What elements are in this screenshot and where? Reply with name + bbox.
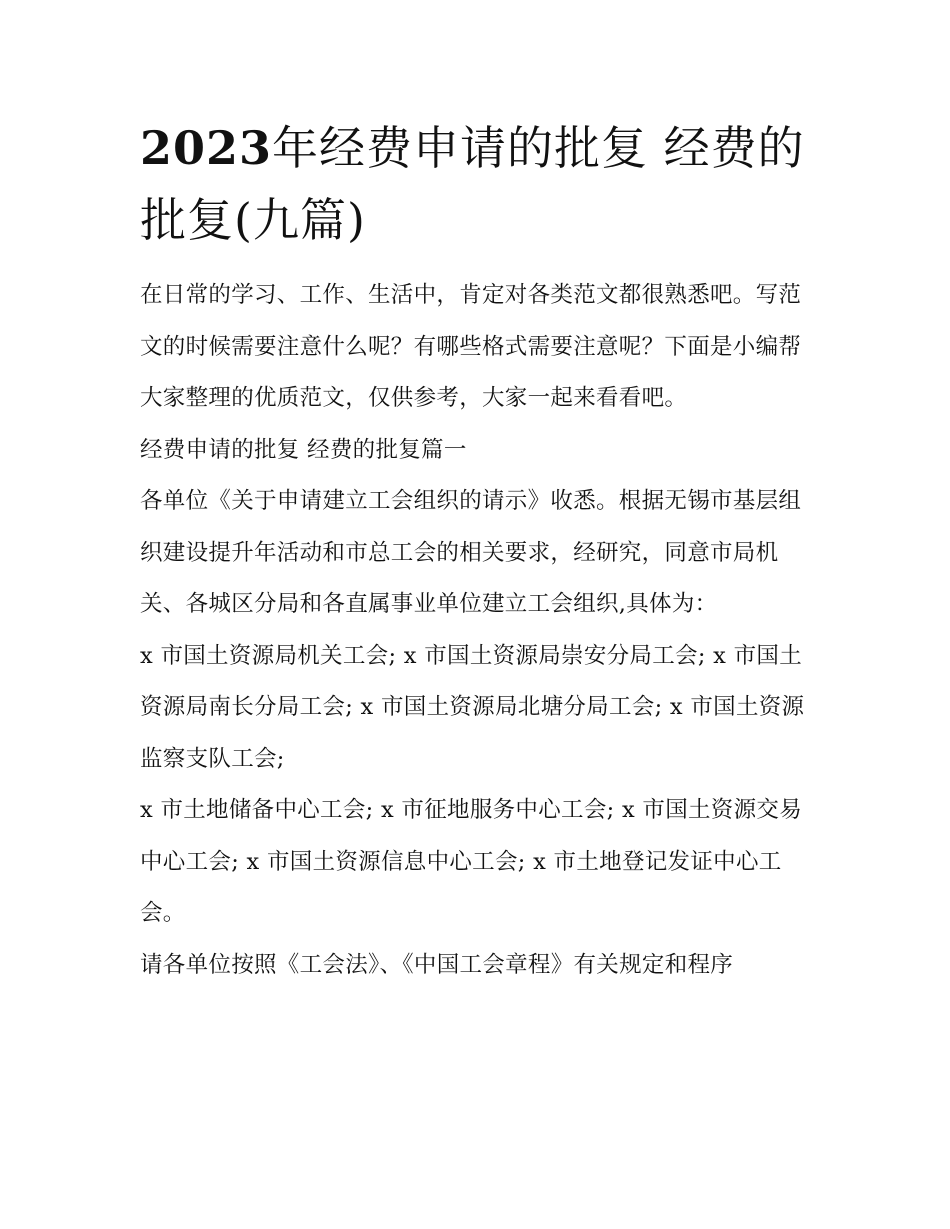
body-paragraph: 请各单位按照《工会法》、《中国工会章程》有关规定和程序 [140, 951, 734, 978]
document-body [140, 270, 820, 991]
union-list-paragraph: x 市国土资源局机关工会; x 市国土资源局崇安分局工会; x 市国土资源局南长分局工会; x 市国土资源局北塘分局工会; x 市国土资源监察支队工会; [140, 642, 805, 772]
title-text: 年经费申请的批复 经费的批复(九篇) [140, 121, 805, 247]
intro-paragraph: 在日常的学习、工作、生活中，肯定对各类范文都很熟悉吧。写范文的时候需要注意什么呢？有哪些格式需要注意呢？下面是小编帮大家整理的优质范文，仅供参考，大家一起来看看吧。 [140, 282, 802, 411]
body-paragraph: 各单位《关于申请建立工会组织的请示》收悉。根据无锡市基层组织建设提升年活动和市总工会的相关要求，经研究，同意市局机关、各城区分局和各直属事业单位建立工会组织,具体为： [140, 488, 802, 617]
title-year: 2023 [140, 121, 273, 175]
document-title [140, 112, 820, 256]
section-heading: 经费申请的批复 经费的批复篇一 [140, 436, 467, 463]
document-content [140, 112, 820, 991]
union-list-paragraph: x 市土地储备中心工会; x 市征地服务中心工会; x 市国土资源交易中心工会; x 市国土资源信息中心工会; x 市土地登记发证中心工会。 [140, 797, 802, 926]
